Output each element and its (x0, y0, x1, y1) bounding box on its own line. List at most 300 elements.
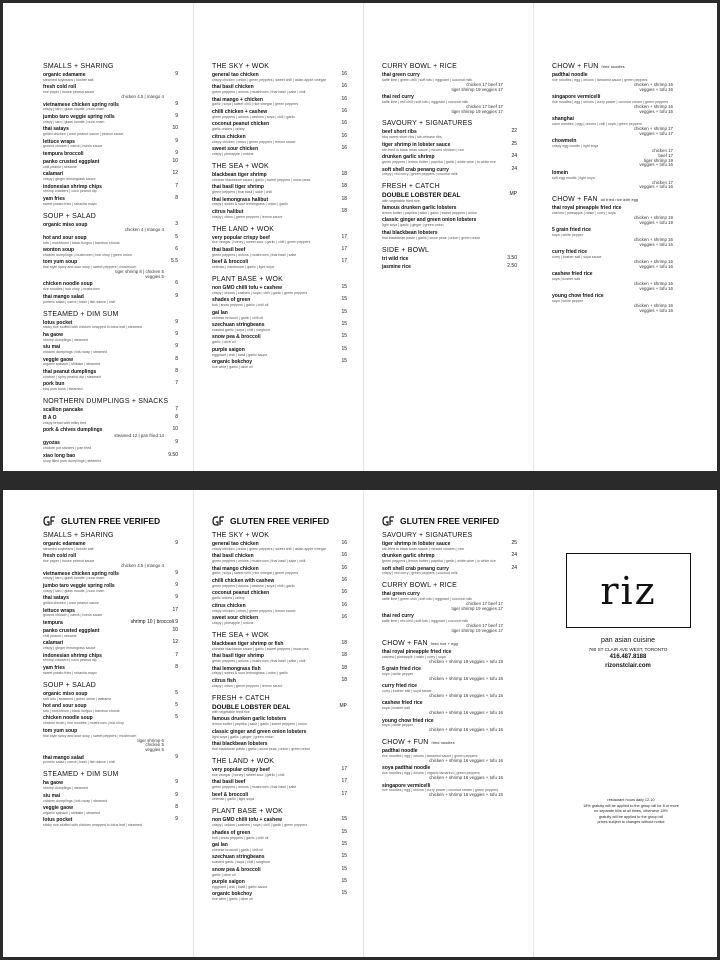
item-price: 16 (341, 132, 347, 139)
item-name: wonton soup (43, 247, 75, 254)
item-description: crispy | taro | glass noodle | nuoc mam (43, 576, 105, 581)
item-description: garlic | soya | sweet chili | rice vinegar | green peppers (212, 102, 299, 107)
menu-item (43, 171, 180, 182)
item-price: 18 (341, 639, 347, 646)
item-name: curry fried rice (552, 249, 588, 256)
menu-item (212, 172, 349, 183)
item-description: chili peanut | sesame (43, 164, 77, 169)
menu-item (43, 320, 180, 331)
item-description: crispy | sweet & sour lemongrass | onion | garlic (212, 202, 288, 207)
menu-item (43, 369, 180, 380)
item-option: chicken 17 (652, 179, 673, 185)
item-description: celeriac | garlic | light soya (212, 797, 255, 802)
item-description: soft tofu | seaweed | green onion | wakame (43, 696, 112, 701)
item-option: chicken + shrimp 16 veggies + tofu 16 (429, 792, 503, 798)
menu-item (552, 116, 689, 136)
section-note: fried noodles (601, 65, 625, 69)
section-title: STEAMED + DIM SUM (43, 771, 119, 779)
item-name: thai basil beef (212, 246, 246, 253)
item-description: green peppers | onions | cashew | soya | chili | garlic (212, 583, 295, 588)
item-name: ha gaow (43, 780, 64, 787)
item-price: 16 (341, 589, 347, 596)
item-description: chili peanut | sesame (43, 633, 77, 638)
menu-item (382, 129, 519, 140)
menu-item (43, 139, 180, 150)
menu-item (382, 205, 519, 216)
menu-item (212, 359, 349, 370)
menu-item (382, 683, 519, 699)
item-name: panko crusted eggplant (43, 159, 100, 165)
gluten-free-icon (43, 516, 56, 526)
section-title: THE LAND + WOK (212, 225, 275, 233)
menu-item (212, 792, 349, 803)
item-name: famous drunken garlic lobsters (382, 205, 457, 212)
menu-item (43, 780, 180, 791)
menu-page-main (3, 3, 717, 471)
menu-item (43, 595, 180, 606)
item-name: fresh cold roll (43, 84, 77, 91)
item-description: bbq pork buns | steamed (43, 387, 83, 392)
item-price: 9 (175, 594, 178, 601)
menu-item (212, 109, 349, 120)
item-price: 9 (175, 330, 178, 337)
menu-item (212, 197, 349, 208)
item-price: 24 (511, 552, 517, 559)
item-option: chicken + shrimp 16 (633, 103, 673, 109)
item-name: shades of green (212, 829, 251, 836)
item-description: organic spinach | shiitake | steamed (43, 362, 101, 367)
menu-item (212, 146, 349, 157)
item-price: 16 (341, 552, 347, 559)
item-price: 5 (175, 233, 178, 240)
item-price: 16 (341, 577, 347, 584)
section-note: fried rice + egg (430, 641, 458, 646)
item-description: thai blackbean paste | garlic | snow peas | onion | green onion (212, 746, 311, 751)
item-price: 9 (175, 581, 178, 588)
menu-item (382, 264, 519, 271)
item-description: with vegetable fried rice (212, 709, 250, 714)
item-description: rice noodles | egg | onions | curry power | coconut cream | green peppers (552, 99, 669, 104)
menu-column (208, 490, 353, 957)
menu-item (43, 294, 180, 305)
item-name: coconut peanut chicken (212, 121, 270, 128)
item-description: crispy chicken | citrus | green peppers | lemon sauce (212, 139, 296, 144)
menu-item (43, 793, 180, 804)
menu-item (43, 222, 180, 233)
item-description: steamed soybeans | kosher salt (43, 77, 94, 82)
item-price: MP (339, 702, 347, 709)
section-title: NORTHERN DUMPLINGS + SNACKS (43, 398, 169, 405)
item-price: 8 (175, 414, 178, 421)
item-name: classic ginger and green onion lobsters (212, 728, 307, 735)
section-title: SMALLS + SHARING (43, 63, 114, 70)
item-name: pork & chives dumplings (43, 427, 103, 434)
item-description: green peppers | onions | mushroom | thai basil | sake (212, 252, 297, 257)
menu-item (212, 334, 349, 345)
footnote-line: 18% gratuity will be applied to the group bill for 8 or more (583, 803, 679, 808)
menu-item (212, 590, 349, 601)
menu-item (212, 842, 349, 853)
item-price: 9 (175, 569, 178, 576)
item-option: chicken + shrimp 16 veggies + tofu 16 (429, 693, 503, 699)
item-name: lettuce wraps (43, 607, 75, 614)
item-name: siu mai (43, 792, 61, 799)
item-name: thai mango salad (43, 754, 84, 761)
item-name: very popular crispy beef (212, 234, 270, 241)
item-name: chilli chicken + cashew (212, 109, 268, 116)
item-name: chilli chicken with cashew (212, 578, 275, 585)
item-name: thai red curry (382, 94, 414, 101)
item-price: 16 (341, 564, 347, 571)
item-price: 15 (341, 878, 347, 885)
page-fold (533, 490, 534, 957)
menu-item (43, 583, 180, 594)
item-price: 16 (341, 120, 347, 127)
item-description: rice noodles | egg | onions | tamarind sauce | green peppers (382, 754, 478, 759)
item-description: crispy | red curry | green peppers | coconut milk (382, 172, 458, 177)
item-name: very popular crispy beef (212, 766, 270, 773)
menu-item (43, 553, 180, 569)
menu-item (382, 613, 519, 633)
item-description: chinese blackbean sauce | garlic | sweet peppers | snow pea (212, 646, 309, 651)
item-option: veggies + tofu 16 (639, 184, 673, 190)
item-name: lomein (552, 169, 569, 176)
menu-item (43, 805, 180, 816)
item-description: thai style spicy and sour soup | sweet peppers | mushroom (43, 265, 137, 270)
item-price: 8 (175, 804, 178, 811)
item-price: 16 (341, 95, 347, 102)
menu-item (212, 641, 349, 652)
item-option: veggies + tofu 16 (639, 307, 673, 313)
item-option: chicken + shrimp 16 (633, 237, 673, 243)
menu-item (212, 247, 349, 258)
item-name: citrus chicken (212, 602, 246, 609)
item-name: scallion pancake (43, 407, 84, 413)
menu-item (43, 102, 180, 113)
item-price: 9 (175, 540, 178, 546)
item-options (43, 434, 180, 439)
item-description: thai style spicy and sour soup | sweet peppers | mushroom (43, 733, 137, 738)
item-price: 16 (341, 540, 347, 546)
item-name: gyozas (43, 440, 60, 447)
item-name: general tao chicken (212, 72, 259, 78)
item-option: chicken + shrimp 16 veggies + tofu 16 (429, 758, 503, 763)
item-name: lotus pocket (43, 319, 73, 326)
item-name: calamari (43, 171, 64, 178)
menu-item (552, 227, 689, 247)
item-description: organic spinach | shiitake | steamed (43, 810, 101, 815)
item-description: rice noodles | egg | onions | tamarind sauce | green peppers (552, 77, 648, 82)
item-name: snow pea & broccoli (212, 866, 261, 873)
menu-item (212, 553, 349, 564)
item-price: 18 (341, 676, 347, 683)
menu-item (212, 566, 349, 577)
item-name: DOUBLE LOBSTER DEAL (212, 703, 291, 711)
item-price: 22 (511, 128, 517, 135)
section-title: THE SKY + WOK (212, 532, 270, 539)
item-name: thai lemongrass halibut (212, 196, 269, 203)
section-title: SOUP + SALAD (43, 681, 97, 689)
menu-item (382, 192, 519, 203)
item-option: tiger shrimp 19 (643, 157, 673, 163)
item-price: 18 (341, 664, 347, 671)
item-price: 8 (175, 195, 178, 202)
menu-page-gluten-free (3, 490, 717, 957)
item-description: stir-fried in black bean sauce | minced chicken | rice (382, 147, 465, 152)
menu-item (43, 247, 180, 258)
item-name: chicken noodle soup (43, 281, 93, 288)
menu-item (212, 678, 349, 689)
item-price: 25 (511, 540, 517, 546)
item-option: veggies + tofu 16 (639, 86, 673, 92)
menu-item (43, 281, 180, 292)
menu-item (212, 867, 349, 878)
item-option: chicken 4 | mango 4 (124, 227, 164, 233)
item-price: 15 (341, 321, 347, 328)
item-description: kaffir lime | red chili | soft tofu | eggplant | coconut milk (382, 619, 468, 624)
item-description: with vegetable fried rice (382, 198, 420, 203)
item-options (382, 776, 519, 781)
item-name: curry fried rice (382, 683, 418, 690)
item-option: veggies + tofu 16 (639, 162, 673, 168)
item-description: rice paper | house peanut sauce (43, 559, 95, 564)
item-description: green peppers | onions | mushroom | thai basil | sake | chili (212, 658, 306, 663)
menu-item (382, 591, 519, 611)
menu-item (212, 72, 349, 83)
item-price: 17 (341, 778, 347, 785)
item-name: gai lan (212, 842, 228, 849)
item-name: organic miso soup (43, 690, 88, 697)
menu-item (212, 310, 349, 321)
menu-item (212, 578, 349, 589)
item-price: 9 (175, 137, 178, 144)
item-name: citrus chicken (212, 133, 246, 140)
item-name: jasmine rice (382, 263, 411, 270)
item-description: lemon butter | paprika | sake | garlic | sweet peppers | onion (212, 722, 307, 727)
item-description: sticky rice stuffed with chicken wrapped in lotus leaf | steamed (43, 823, 142, 828)
item-option: tiger shrimp 19 veggies 17 (451, 108, 503, 114)
item-option: beef 17 (658, 152, 673, 158)
brand-address: 760 ST CLAIR AVE WEST, TORONTO (588, 646, 668, 652)
menu-item (212, 297, 349, 308)
menu-item (212, 259, 349, 270)
menu-item (212, 541, 349, 552)
menu-item (212, 729, 349, 740)
item-price: 6 (175, 246, 178, 253)
item-price: 15 (341, 333, 347, 340)
menu-item (552, 138, 689, 168)
item-price: 7 (175, 380, 178, 387)
menu-item (43, 703, 180, 714)
item-price: 15 (341, 296, 347, 303)
item-description: chicken dumplings | tofu wrap | steamed (43, 350, 107, 355)
item-description: ground chicken | carrot | hoisin sauce (43, 144, 103, 149)
item-options (382, 602, 519, 612)
item-options (552, 282, 689, 292)
item-option: chicken + shrimp 17 (633, 125, 673, 131)
menu-item (212, 716, 349, 727)
menu-item (43, 817, 180, 828)
item-description: light soya | garlic | ginger | green onion (382, 223, 444, 228)
section-title: SAVOURY + SIGNATURES (382, 532, 473, 539)
item-name: tri wild rice (382, 255, 409, 262)
item-price: 24 (511, 564, 517, 571)
item-options (552, 238, 689, 248)
menu-item (43, 440, 180, 451)
item-price: 9 (175, 779, 178, 786)
item-name: veggie gaow (43, 356, 74, 363)
item-name: padthai noodle (382, 748, 418, 755)
item-name: siu mai (43, 344, 61, 351)
item-price: 18 (341, 652, 347, 659)
item-name: thai green curry (382, 591, 420, 598)
menu-column (208, 3, 353, 471)
item-name: organic bokchoy (212, 359, 253, 366)
item-price: 18 (341, 170, 347, 177)
menu-item (43, 415, 180, 426)
item-name: citrus halibut (212, 208, 244, 215)
item-option: veggies + tofu 16 (639, 241, 673, 247)
menu-item (43, 344, 180, 355)
item-description: roasted garlic | soya | chili | sorghum (212, 860, 271, 865)
item-name: hot and sour soup (43, 703, 87, 710)
item-price: 5 (175, 689, 178, 696)
item-price: 10 (172, 125, 178, 132)
menu-column (548, 3, 693, 471)
item-name: non GMO chilli tofu + cashew (212, 817, 282, 824)
item-name: shades of green (212, 297, 251, 304)
item-options (382, 677, 519, 682)
item-name: drunken garlic shrimp (382, 154, 435, 161)
item-name: thai lemongrass fish (212, 665, 261, 672)
item-price: 9 (175, 318, 178, 325)
item-name: cashew fried rice (552, 271, 593, 278)
item-price: 10 (172, 158, 178, 164)
menu-item (43, 114, 180, 125)
section-title: THE SEA + WOK (212, 631, 269, 639)
item-price: 9 (175, 149, 178, 156)
item-name: thai royal pineapple fried rice (552, 205, 622, 212)
item-name: organic miso soup (43, 221, 88, 228)
item-description: chinese broccoli | garlic | chili oil (212, 847, 264, 852)
menu-item (382, 256, 519, 263)
item-option: veggies + tofu 17 (639, 130, 673, 136)
item-option: veggies + tofu 19 (639, 219, 673, 225)
menu-item (382, 167, 519, 178)
item-description: bok | snow peppers | garlic | chili oil (212, 303, 269, 308)
item-name: tempura (43, 619, 63, 626)
item-price: 16 (341, 108, 347, 115)
item-price: 10 (172, 426, 178, 433)
item-options (382, 711, 519, 716)
menu-item (552, 249, 689, 269)
item-price: 16 (341, 83, 347, 90)
item-price: 17 (341, 233, 347, 240)
item-name: purple saigon (212, 346, 245, 353)
item-name: thai royal pineapple fried rice (382, 648, 452, 655)
section-title: CURRY BOWL + RICE (382, 582, 458, 590)
item-price: 15 (341, 358, 347, 365)
section-title: FRESH + CATCH (382, 183, 440, 191)
item-description: chinese blackbean sauce | garlic | sweet peppers | snow peas (212, 177, 311, 182)
item-name: chicken noodle soup (43, 715, 93, 722)
item-price: 16 (341, 145, 347, 152)
menu-item (43, 620, 180, 627)
item-options (382, 759, 519, 764)
item-price: 16 (341, 601, 347, 608)
item-description: crispy | onions | cashew | soya | chili | garlic | green peppers (212, 823, 308, 828)
item-price: 15 (341, 890, 347, 897)
item-name: non GMO chilli tofu + cashew (212, 285, 282, 292)
item-options (552, 83, 689, 93)
menu-item (212, 891, 349, 902)
menu-item (382, 700, 519, 716)
item-description: crispy bread with milky bed (43, 420, 87, 425)
item-name: ha gaow (43, 331, 64, 338)
item-name: thai red curry (382, 613, 414, 620)
item-price: 15 (341, 853, 347, 860)
menu-item (212, 121, 349, 132)
menu-item (43, 640, 180, 651)
menu-item (43, 608, 180, 619)
item-option: steamed 12 | pan fried 14 (114, 432, 164, 438)
menu-item (212, 134, 349, 145)
menu-item (212, 347, 349, 358)
item-option: chicken + shrimp 16 (633, 81, 673, 87)
item-options (382, 105, 519, 115)
item-name: calamari (43, 640, 64, 647)
item-options (552, 181, 689, 191)
item-name: general tao chicken (212, 541, 259, 547)
item-price: 17 (341, 245, 347, 252)
item-description: chicken dumplings | mushroom | bok choy | green onion (43, 252, 132, 257)
menu-item (212, 741, 349, 752)
item-name: 5 grain fried rice (552, 227, 591, 234)
item-name: pork bun (43, 381, 65, 388)
item-description: chicken | spicy peanut dip | steamed (43, 374, 101, 379)
section-title: CHOW + FUN fried noodles (382, 739, 455, 747)
item-description: crispy chicken | onion | green peppers | sweet chili | asian apple vinegar (212, 546, 327, 551)
menu-item (212, 84, 349, 95)
item-description: green peppers | thai basil | sake | chili (212, 189, 272, 194)
item-options (382, 624, 519, 634)
item-description: crispy | ginger lemongrass sauce (43, 177, 96, 182)
item-name: thai basil chicken (212, 553, 254, 560)
menu-item (212, 830, 349, 841)
item-name: thai basil tiger shrimp (212, 653, 264, 660)
item-option: tiger shrimp 19 veggies 17 (451, 606, 503, 612)
item-name: jumbo taro veggie spring rolls (43, 582, 115, 589)
item-price: 25 (511, 140, 517, 147)
menu-item (212, 854, 349, 865)
menu-item (212, 209, 349, 220)
footnote-line: no separate bills at all times, otherwise 18% (594, 809, 668, 813)
menu-item (382, 748, 519, 764)
item-name: gai lan (212, 309, 228, 316)
item-description: green peppers | onions | cashew | soya | chili | garlic (212, 114, 295, 119)
item-price: 5.5 (171, 258, 178, 265)
menu-item (43, 653, 180, 664)
item-name: tom yum soup (43, 727, 78, 734)
section-title: SAVOURY + SIGNATURES (382, 120, 473, 128)
item-option: tiger shrimp 6 (137, 737, 164, 743)
menu-item (43, 357, 180, 368)
item-name: organic edamame (43, 541, 86, 547)
item-name: thai basil tiger shrimp (212, 184, 264, 191)
item-name: blackbean tiger shrimp or fish (212, 640, 284, 647)
item-name: jumbo taro veggie spring rolls (43, 113, 115, 120)
item-name: yam fries (43, 196, 65, 203)
